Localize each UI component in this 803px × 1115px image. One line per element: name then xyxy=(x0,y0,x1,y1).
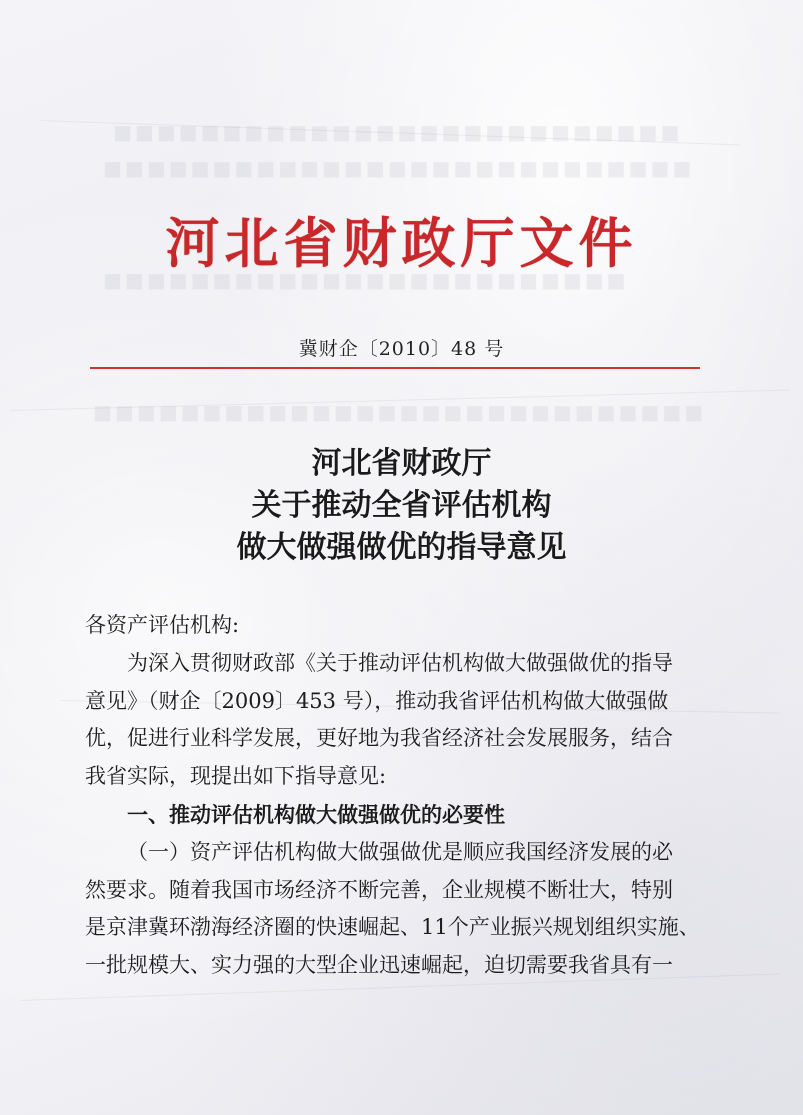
bleed-through-text: ■■■■■■■■■■■■■■■■■■■■■■■■■■■ xyxy=(100,156,692,180)
bleed-through-text: ■■■■■■■■■■■■■■■■■■■■■■■■■■■■ xyxy=(90,400,704,424)
document-title xyxy=(0,443,803,569)
paragraph-line: 然要求。随着我国市场经济不断完善，企业规模不断壮大，特别 xyxy=(85,877,673,902)
document-title-line: 关于推动全省评估机构 xyxy=(251,488,552,523)
bleed-through-text: ■■■■■■■■■■■■■■■■■■■■■■■■■■ xyxy=(110,120,680,144)
document-number: 冀财企〔2010〕48 号 xyxy=(298,338,505,360)
paragraph-line: 一批规模大、实力强的大型企业迅速崛起，迫切需要我省具有一 xyxy=(85,953,673,978)
salutation: 各资产评估机构: xyxy=(85,613,240,637)
paragraph-line: 为深入贯彻财政部《关于推动评估机构做大做强做优的指导 xyxy=(127,650,673,675)
paragraph-line: 优，促进行业科学发展，更好地为我省经济社会发展服务，结合 xyxy=(85,726,673,751)
document-title-line: 河北省财政厅 xyxy=(311,446,492,481)
paragraph-line: 意见》（财企〔2009〕453 号），推动我省评估机构做大做强做 xyxy=(85,688,669,713)
document-body xyxy=(85,607,715,985)
bleed-through-text: ■■■■■■■■■■■■■■■■■■■■■■■■ xyxy=(100,268,626,292)
red-separator-line xyxy=(90,367,700,369)
issuer-header-title: 河北省财政厅文件 xyxy=(165,211,638,276)
paragraph-line: 我省实际，现提出如下指导意见: xyxy=(85,764,387,789)
document-title-line: 做大做强做优的指导意见 xyxy=(236,530,567,565)
paragraph-line: （一）资产评估机构做大做强做优是顺应我国经济发展的必 xyxy=(127,839,673,864)
section-heading: 一、推动评估机构做大做强做优的必要性 xyxy=(127,801,505,827)
paragraph-line: 是京津冀环渤海经济圈的快速崛起、11个产业振兴规划组织实施、 xyxy=(85,915,700,940)
